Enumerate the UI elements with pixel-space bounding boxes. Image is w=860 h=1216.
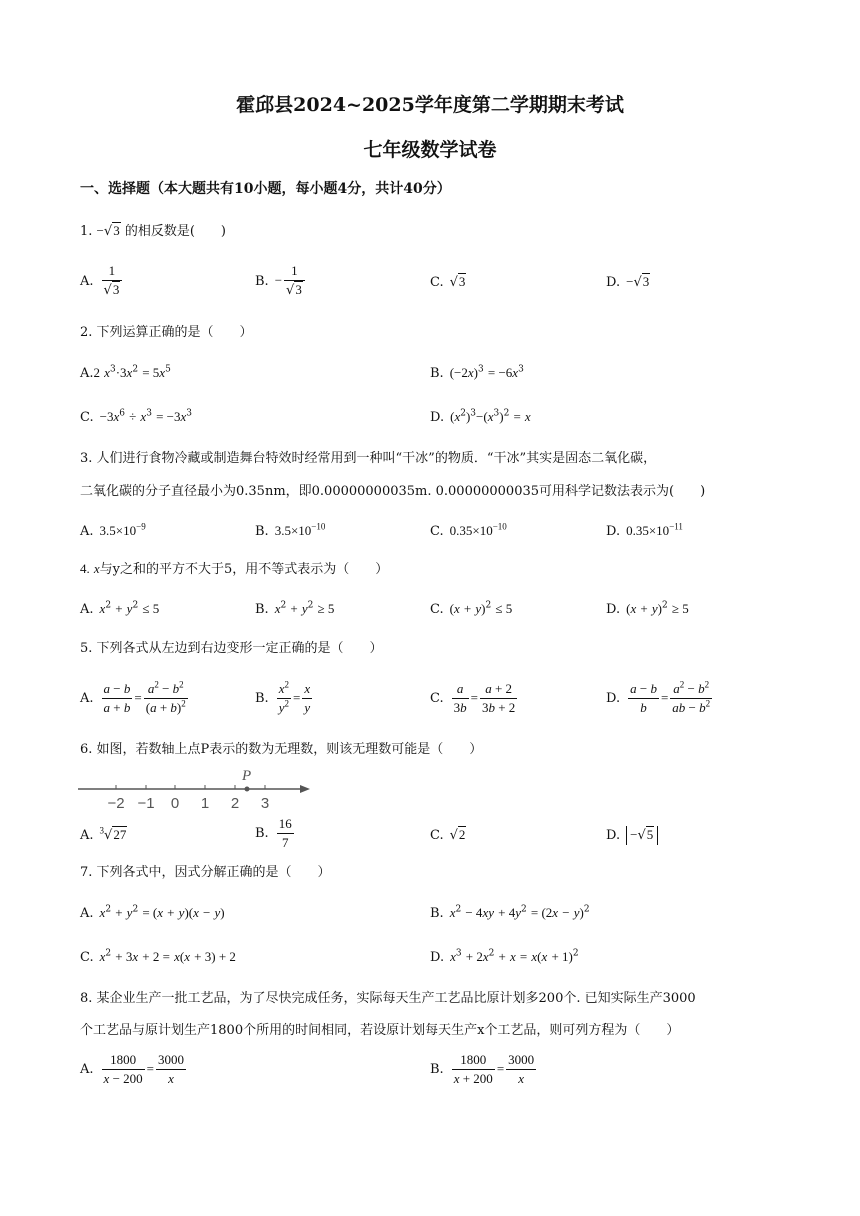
tick-label: 0 xyxy=(170,795,180,812)
q1-option-b[interactable]: B. − $\frac{1}{√3}$ xyxy=(255,262,307,300)
number-line xyxy=(78,764,318,814)
q5-option-b[interactable]: B. $\frac{x^2}{y^2}$ = $\frac{x}{y}$ xyxy=(255,679,311,715)
q1-option-a[interactable]: A. $\frac{1}{√3}$ xyxy=(80,262,124,300)
tick-label: 3 xyxy=(260,795,270,812)
point-p-label: P xyxy=(242,768,252,784)
question-2: 2. 下列运算正确的是（ ） xyxy=(80,325,253,340)
q3-option-b[interactable]: B. $3.5\times 10^{-10}$ xyxy=(255,521,326,539)
q2-option-b[interactable]: B. $(-2x)^3 = -6x^3$ xyxy=(430,364,524,381)
q4-option-d[interactable]: D. $(x + y)^2 \ge 5$ xyxy=(606,600,689,617)
question-3-line2: 二氧化碳的分子直径最小为0.35nm，即0.00000000035m. 0.00000000035可用科学记数法表示为( ) xyxy=(80,484,706,499)
tick-label: −1 xyxy=(137,795,155,812)
q6-option-c[interactable]: C. √2 xyxy=(430,827,466,843)
q6-option-b[interactable]: B. $\frac{16}{7}$ xyxy=(255,816,292,850)
q7-option-a[interactable]: A. $x^2 + y^2 = (x + y)(x - y)$ xyxy=(80,904,225,921)
q5-option-d[interactable]: D. $\frac{a - b}{b}$ = $\frac{a^2 - b^2}{ab - b^2}$ xyxy=(606,679,711,715)
q8-option-a[interactable]: A. $\frac{1800}{x - 200}$ = $\frac{3000}{x}$ xyxy=(80,1052,184,1086)
question-4: 4. x与y之和的平方不大于5，用不等式表示为（ ） xyxy=(80,561,389,577)
q7-option-d[interactable]: D. $x^3 + 2x^2 + x = x(x + 1)^2$ xyxy=(430,948,579,965)
q8-option-b[interactable]: B. $\frac{1800}{x + 200}$ = $\frac{3000}{x}$ xyxy=(430,1052,535,1086)
question-8-line2: 个工艺品与原计划生产1800个所用的时间相同，若设原计划每天生产x个工艺品，则可列方程为（ ） xyxy=(80,1023,680,1038)
q4-option-a[interactable]: A. $x^2 + y^2 \le 5$ xyxy=(80,600,160,617)
question-1: 1. −√3 的相反数是( ) xyxy=(80,223,226,239)
q1-option-c[interactable]: C. √3 xyxy=(430,274,466,290)
question-3-line1: 3. 人们进行食物冷藏或制造舞台特效时经常用到一种叫“干冰”的物质．“干冰”其实是固态二氧化碳， xyxy=(80,451,657,466)
exam-title: 霍邱县2024~2025学年度第二学期期末考试 xyxy=(236,94,624,116)
point-p xyxy=(245,787,250,792)
q5-option-a[interactable]: A. $\frac{a - b}{a + b}$ = $\frac{a^2 - b^2}{(a + b)^2}$ xyxy=(80,679,186,715)
q3-option-a[interactable]: A. $3.5\times 10^{-9}$ xyxy=(80,521,146,539)
q7-option-c[interactable]: C. $x^2 + 3x + 2 = x(x + 3) + 2$ xyxy=(80,948,236,965)
q6-option-a[interactable]: A. $^3$√27 xyxy=(80,825,127,843)
q3-option-d[interactable]: D. $0.35\times 10^{-11}$ xyxy=(606,521,683,539)
section-heading: 一、选择题（本大题共有10小题，每小题4分，共计40分） xyxy=(80,181,451,197)
q2-option-a[interactable]: A.2 $x^3\cdot 3x^2 = 5x^5$ xyxy=(80,364,171,381)
q7-option-b[interactable]: B. $x^2 - 4xy + 4y^2 = (2x - y)^2$ xyxy=(430,904,590,921)
tick-label: 2 xyxy=(230,795,240,812)
q1-option-d[interactable]: D. −√3 xyxy=(606,274,650,290)
tick-label: −2 xyxy=(107,795,125,812)
q5-option-c[interactable]: C. $\frac{a}{3b}$ = $\frac{a + 2}{3b + 2}$ xyxy=(430,681,516,715)
q2-option-c[interactable]: C. $-3x^6 \div x^3 = -3x^3$ xyxy=(80,408,192,425)
exam-subtitle: 七年级数学试卷 xyxy=(363,139,497,161)
question-7: 7. 下列各式中，因式分解正确的是（ ） xyxy=(80,865,331,880)
question-6: 6. 如图，若数轴上点P表示的数为无理数，则该无理数可能是（ ） xyxy=(80,742,483,757)
q3-option-c[interactable]: C. $0.35\times 10^{-10}$ xyxy=(430,521,507,539)
q6-option-d[interactable]: D. −√5 xyxy=(606,826,658,845)
number-line-arrow xyxy=(300,785,310,793)
q2-option-d[interactable]: D. $(x^2)^3-(x^3)^2 = x$ xyxy=(430,408,531,425)
tick-label: 1 xyxy=(200,795,210,812)
question-8-line1: 8. 某企业生产一批工艺品，为了尽快完成任务，实际每天生产工艺品比原计划多200个. 已知实际生产3000 xyxy=(80,991,696,1006)
question-5: 5. 下列各式从左边到右边变形一定正确的是（ ） xyxy=(80,641,383,656)
q4-option-b[interactable]: B. $x^2 + y^2 \ge 5$ xyxy=(255,600,335,617)
q4-option-c[interactable]: C. $(x + y)^2 \le 5$ xyxy=(430,600,513,617)
